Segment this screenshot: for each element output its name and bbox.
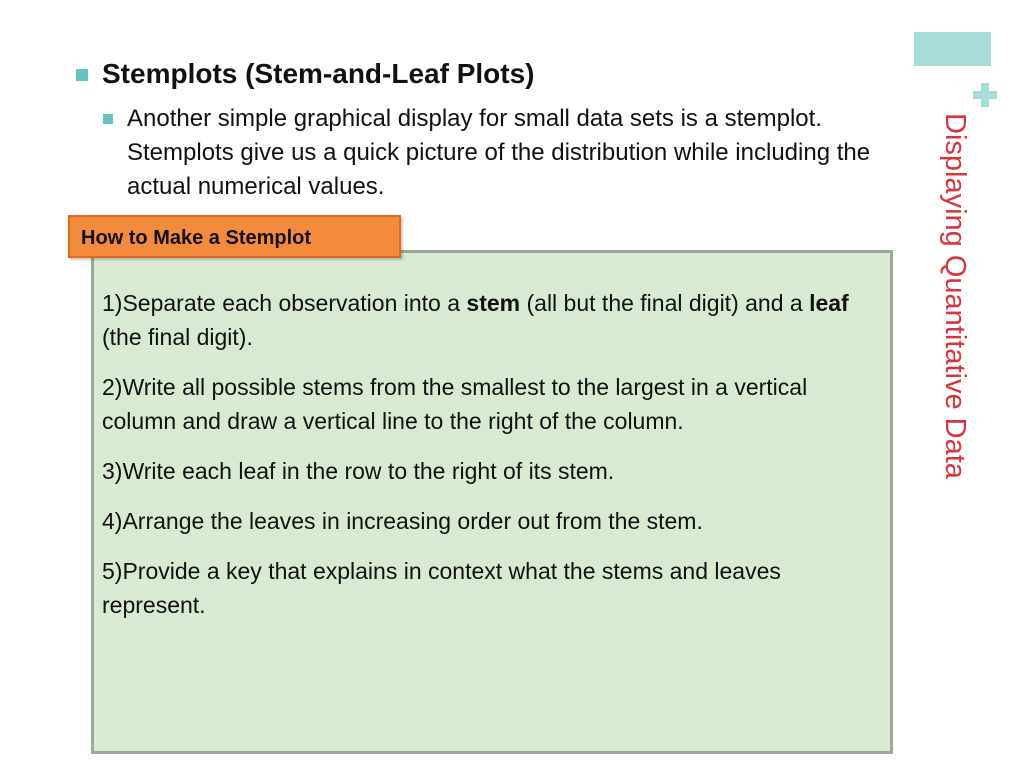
plus-icon [970, 80, 1000, 110]
steps-list [102, 286, 882, 638]
step-1-middle: (all but the final digit) and a [520, 290, 810, 316]
intro-bullet [103, 102, 903, 204]
square-bullet-icon [76, 69, 88, 81]
step-4: 4)Arrange the leaves in increasing order out from the stem. [102, 508, 703, 534]
step-1-prefix: 1)Separate each observation into a [102, 290, 467, 316]
step-2: 2)Write all possible stems from the smallest to the largest in a vertical column and draw a vertical line to the right of the column. [102, 374, 808, 434]
step-1-suffix: (the final digit). [102, 324, 253, 350]
slide-heading: Stemplots (Stem-and-Leaf Plots) [102, 58, 535, 89]
step-1 [102, 286, 882, 354]
side-title: Displaying Quantitative Data [939, 113, 971, 479]
box-title-tab [68, 215, 401, 258]
term-leaf: leaf [809, 290, 849, 316]
step-5: 5)Provide a key that explains in context what the stems and leaves represent. [102, 558, 781, 618]
heading-bullet [76, 56, 534, 92]
corner-decoration [914, 32, 991, 66]
step-3: 3)Write each leaf in the row to the right of its stem. [102, 458, 615, 484]
square-bullet-icon [103, 114, 113, 124]
intro-text: Another simple graphical display for small data sets is a stemplot. Stemplots give us a quick picture of the distribution while including the actual numerical values. [127, 105, 871, 200]
box-title: How to Make a Stemplot [81, 227, 312, 249]
term-stem: stem [466, 290, 521, 316]
